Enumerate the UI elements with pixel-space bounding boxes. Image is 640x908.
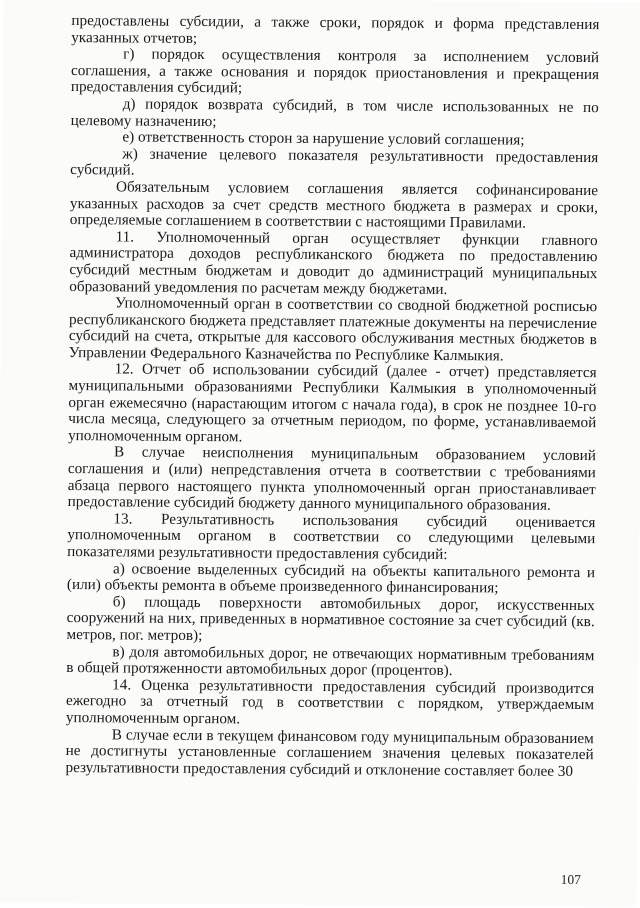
paragraph-12-report: 12. Отчет об использовании субсидий (далее - отчет) представляется муниципальными образованиями Республики Калмыкия в уполномоченный орган ежемесячно (нарастающим итогом с начала года), в срок не позднее 10-го числа месяца, следующего за отчетным периодом, по форме, устанавливаемой уполномоченным органом. (68, 360, 597, 446)
page-number: 107 (560, 871, 581, 888)
paragraph-13-effectiveness: 13. Результативность использования субсидий оценивается уполномоченным органом в соответствии со следующими целевыми показателями результативности предоставления субсидий: (67, 510, 596, 564)
paragraph-item-d-return: д) порядок возврата субсидий, в том числе использованных не по целевому назначению; (70, 95, 599, 130)
paragraph-deviation: В случае если в текущем финансовом году муниципальным образованием не достигнуты установленные соглашением значения целевых показателей результативности предоставления субсидий и отклонение составляет более 30 (65, 725, 594, 780)
paragraph-14-assessment: 14. Оценка результативности предоставления субсидий производится ежегодно за отчетный год в соответствии с порядком, утверждаемым уполномоченным органом. (65, 676, 595, 728)
paragraph-indicator-v: в) доля автомобильных дорог, не отвечающих нормативным требованиям в общей протяженности автомобильных дорог (процентов). (66, 642, 595, 680)
paragraph-reporting-terms-continuation: предоставлены субсидии, а также сроки, порядок и форма представления указанных отчетов; (71, 12, 600, 47)
paragraph-cofinancing-condition: Обязательным условием соглашения является софинансирование указанных расходов за счет средств местного бюджета в размерах и сроки, определяемые соглашением в соответствии с настоящими Правилами. (69, 178, 599, 232)
paragraph-payment-documents: Уполномоченный орган в соответствии со сводной бюджетной росписью республиканского бюджета представляет платежные документы на перечисление субсидий на счета, открытые для кассового обслуживания местных бюджетов в Управлении Федерального Казначейства по Республике Калмыкия. (68, 294, 598, 365)
paragraph-item-zh-target-indicator: ж) значение целевого показателя результативности предоставления субсидий. (70, 145, 599, 179)
paragraph-indicator-b: б) площадь поверхности автомобильных дорог, искусственных сооружений на них, приведенных в нормативное состояние за счет субсидий (кв. метров, пог. метров); (66, 593, 595, 645)
paragraph-item-e-responsibility: е) ответственность сторон за нарушение условий соглашения; (122, 128, 525, 149)
paragraph-item-g-control: г) порядок осуществления контроля за исполнением условий соглашения, а также основания и порядок приостановления и прекращения предоставления субсидий; (70, 45, 600, 97)
document-body (65, 13, 599, 780)
paragraph-11-authorized-body: 11. Уполномоченный орган осуществляет функции главного администратора доходов республиканского бюджета по предоставлению субсидий местным бюджетам и доводит до администраций муниципальных образований уведомления по расчетам между бюджетами. (69, 228, 598, 298)
paragraph-indicator-a: а) освоение выделенных субсидий на объекты капитального ремонта и (или) объекты ремонта в объеме произведенного финансирования; (66, 559, 596, 597)
paragraph-suspension: В случае неисполнения муниципальным образованием условий соглашения и (или) непредставления отчета в соответствии с требованиями абзаца первого настоящего пункта уполномоченный орган приостанавливает предоставление субсидий бюджету данного муниципального образования. (67, 443, 597, 515)
